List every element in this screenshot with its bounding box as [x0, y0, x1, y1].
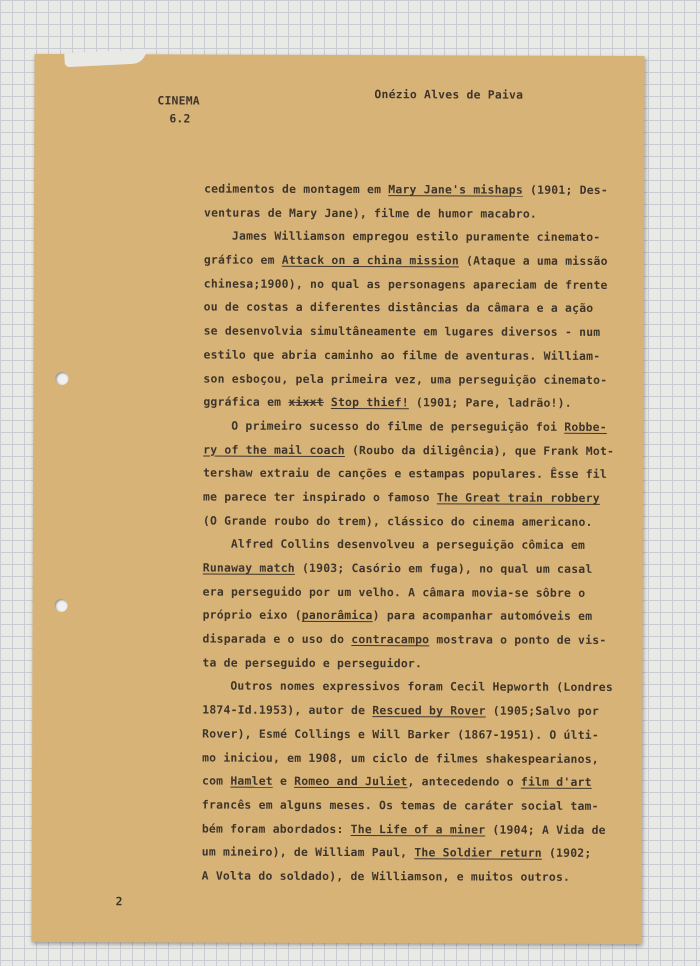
torn-corner: [64, 49, 147, 67]
underlined-title: Hamlet: [230, 773, 273, 788]
underlined-title: Stop thief!: [330, 395, 409, 410]
underlined-title: Mary Jane's mishaps: [388, 182, 523, 197]
text-segment: (1902;: [541, 845, 592, 861]
underlined-title: Romeo and Juliet: [294, 774, 408, 789]
text-line: [202, 699, 632, 724]
punch-hole: [55, 372, 68, 385]
typed-page: [31, 54, 644, 944]
text-line: [204, 320, 634, 345]
text-segment: ou de costas a diferentes distâncias da câmara e a ação: [203, 299, 594, 316]
text-segment: Outros nomes expressivos foram Cecil Hepworth (Londres: [230, 679, 614, 695]
text-segment: (Ataque a uma missão: [458, 253, 608, 269]
underlined-title: Attack on a china mission: [281, 252, 459, 268]
text-line: [204, 225, 634, 250]
underlined-title: panorâmica: [301, 608, 373, 623]
text-segment: (1904; A Vida de: [485, 822, 606, 837]
text-segment: (Roubo da diligência), que Frank Mot-: [344, 442, 615, 458]
text-line: [202, 722, 632, 747]
text-segment: ggráfica em: [203, 394, 289, 410]
text-line: [203, 485, 633, 510]
text-segment: (1903; Casório em fuga), no qual um casal: [294, 560, 593, 576]
underlined-title: The Great train robbery: [436, 490, 600, 505]
text-segment: e: [272, 773, 295, 789]
text-segment: son esboçou, pela primeira vez, uma perseguição cinemato-: [203, 371, 608, 387]
text-line: [202, 628, 632, 653]
text-line: [202, 793, 632, 818]
text-segment: Alfred Collins desenvolveu a perseguição cômica em: [230, 536, 586, 553]
text-line: [203, 414, 633, 439]
text-segment: se desenvolvia simultâneamente em lugares diversos - num: [203, 323, 601, 340]
text-segment: mostrava o ponto de vis-: [429, 632, 607, 648]
section-title: CINEMA: [157, 93, 200, 108]
text-segment: me parece ter inspirado o famoso: [202, 489, 437, 505]
section-header: [157, 91, 200, 127]
text-segment: (1905;Salvo por: [485, 703, 600, 719]
text-line: [203, 509, 633, 534]
text-segment: ) para acompanhar automóveis em: [372, 608, 593, 624]
underlined-title: ry of the mail coach: [203, 442, 345, 457]
text-segment: (1901; Pare, ladrão!).: [408, 395, 572, 411]
body-text: [202, 178, 634, 890]
text-line: [203, 533, 633, 558]
text-segment: Rover), Esmé Collings e Will Barker (1867-1951). O últi-: [202, 726, 600, 742]
text-segment: , antecedendo o: [407, 774, 521, 789]
text-line: [203, 391, 633, 416]
text-line: [203, 343, 633, 368]
text-line: [204, 201, 634, 226]
text-line: [204, 249, 634, 274]
text-line: [202, 864, 632, 889]
text-line: [202, 651, 632, 676]
text-segment: um mineiro), de William Paul,: [201, 844, 415, 860]
text-segment: próprio eixo (: [202, 607, 302, 623]
text-line: [202, 817, 632, 842]
text-segment: O primeiro sucesso do filme de perseguição foi: [231, 418, 565, 434]
text-line: [204, 178, 634, 203]
text-line: [202, 841, 632, 866]
punch-hole: [55, 599, 68, 612]
text-line: [204, 272, 634, 297]
text-segment: venturas de Mary Jane), filme de humor macabro.: [203, 205, 538, 221]
text-segment: francês em alguns meses. Os temas de caráter social tam-: [201, 797, 599, 813]
text-segment: ta de perseguido e perseguidor.: [202, 655, 423, 671]
text-segment: gráfico em: [203, 252, 282, 267]
section-number: 6.2: [169, 111, 191, 126]
underlined-title: Rescued by Rover: [372, 703, 486, 718]
text-segment: (1901; Des-: [522, 182, 609, 197]
text-segment: chinesa;1900), no qual as personagens apareciam de frente: [203, 276, 608, 292]
text-segment: mo iniciou, em 1908, um ciclo de filmes shakespearianos,: [202, 750, 599, 766]
text-segment: James Williamson empregou estilo puramente cinemato-: [231, 229, 601, 245]
underlined-title: The Soldier return: [414, 845, 542, 860]
text-segment: bém foram abordados:: [201, 821, 351, 836]
text-line: [203, 367, 633, 392]
text-line: [203, 604, 633, 629]
text-segment: estilo que abria caminho ao filme de aventuras. William-: [203, 347, 601, 363]
text-segment: (O Grande roubo do trem), clássico do cinema americano.: [202, 513, 593, 529]
author-name: Onézio Alves de Paiva: [374, 87, 524, 102]
text-segment: cedimentos de montagem em: [204, 181, 389, 197]
text-line: [202, 770, 632, 795]
text-line: [202, 675, 632, 700]
text-segment: era perseguido por um velho. A câmara movia-se sôbre o: [202, 584, 586, 600]
text-line: [204, 296, 634, 321]
underlined-title: The Life of a miner: [350, 821, 486, 837]
text-segment: disparada e o uso do: [202, 631, 352, 647]
text-segment: com: [201, 773, 231, 788]
text-segment: tershaw extraiu de canções e estampas populares. Êsse fil: [203, 465, 608, 482]
text-segment: [324, 395, 331, 409]
underlined-title: Runaway match: [202, 560, 295, 575]
struck-text: xixxt: [288, 395, 324, 410]
text-segment: 1874-Id.1953), autor de: [202, 702, 373, 718]
text-line: [202, 746, 632, 771]
underlined-title: Robbe-: [564, 419, 607, 434]
underlined-title: contracampo: [351, 632, 430, 647]
underlined-title: film d'art: [520, 774, 592, 790]
text-line: [203, 580, 633, 605]
page-number: 2: [115, 894, 123, 909]
text-segment: A Volta do soldado), de Williamson, e muitos outros.: [201, 868, 571, 884]
text-line: [203, 462, 633, 487]
text-line: [203, 557, 633, 582]
text-line: [203, 438, 633, 463]
